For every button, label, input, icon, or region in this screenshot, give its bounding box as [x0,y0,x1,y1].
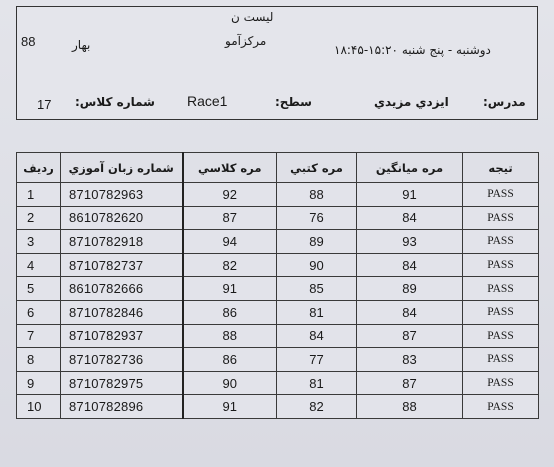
student-number: 8710782918 [61,230,183,254]
class-score: 82 [183,253,277,277]
grades-table [16,152,539,419]
written-score: 76 [277,206,357,230]
teacher-label: مدرس: [483,95,526,109]
result: PASS [463,371,539,395]
row-number: 2 [17,206,61,230]
result: PASS [463,300,539,324]
teacher-name: ايزدي مزيدي [374,95,449,109]
result: PASS [463,348,539,372]
student-number: 8710782963 [61,183,183,207]
class-number-value: 17 [37,97,52,112]
result: PASS [463,183,539,207]
student-number: 8710782736 [61,348,183,372]
student-number: 8710782846 [61,300,183,324]
class-score: 91 [183,395,277,419]
table-row [17,183,539,207]
table-row [17,206,539,230]
student-number: 8610782620 [61,206,183,230]
class-score: 88 [183,324,277,348]
student-number: 8710782896 [61,395,183,419]
average-score: 84 [357,300,463,324]
table-header-row [17,153,539,183]
result: PASS [463,206,539,230]
session-label: بهار [72,38,91,52]
col-header-written-score: مره كتبي [277,153,357,183]
col-header-row-number: رديف [17,153,61,183]
class-score: 86 [183,300,277,324]
row-number: 10 [17,395,61,419]
average-score: 91 [357,183,463,207]
table-row [17,253,539,277]
class-score: 90 [183,371,277,395]
student-number: 8610782666 [61,277,183,301]
col-header-average: مره ميانگين [357,153,463,183]
written-score: 81 [277,371,357,395]
row-number: 1 [17,183,61,207]
student-number: 8710782937 [61,324,183,348]
average-score: 93 [357,230,463,254]
table-row [17,277,539,301]
table-row [17,371,539,395]
col-header-class-score: مره كلاسي [183,153,277,183]
average-score: 88 [357,395,463,419]
class-score: 86 [183,348,277,372]
written-score: 90 [277,253,357,277]
header-code: 88 [21,34,36,49]
average-score: 84 [357,206,463,230]
student-number: 8710782975 [61,371,183,395]
row-number: 5 [17,277,61,301]
row-number: 8 [17,348,61,372]
class-number-label: شماره كلاس: [75,95,155,109]
table-row [17,395,539,419]
row-number: 6 [17,300,61,324]
result: PASS [463,277,539,301]
class-score: 92 [183,183,277,207]
written-score: 89 [277,230,357,254]
table-row [17,348,539,372]
result: PASS [463,324,539,348]
table-row [17,324,539,348]
row-number: 3 [17,230,61,254]
col-header-student-number: شماره زبان آموزي [61,153,183,183]
student-number: 8710782737 [61,253,183,277]
average-score: 87 [357,324,463,348]
result: PASS [463,230,539,254]
result: PASS [463,253,539,277]
level-label: سطح: [275,95,312,109]
average-score: 87 [357,371,463,395]
table-row [17,230,539,254]
average-score: 89 [357,277,463,301]
written-score: 82 [277,395,357,419]
written-score: 85 [277,277,357,301]
row-number: 9 [17,371,61,395]
written-score: 88 [277,183,357,207]
level-value: Race1 [187,93,228,109]
average-score: 83 [357,348,463,372]
result: PASS [463,395,539,419]
class-score: 94 [183,230,277,254]
table-row [17,300,539,324]
header-box [16,6,538,120]
class-score: 91 [183,277,277,301]
average-score: 84 [357,253,463,277]
row-number: 4 [17,253,61,277]
written-score: 77 [277,348,357,372]
col-header-result: تيجه [463,153,539,183]
list-title: ليست ن [231,10,274,24]
class-score: 87 [183,206,277,230]
written-score: 84 [277,324,357,348]
row-number: 7 [17,324,61,348]
center-name: مركزآمو [225,34,267,48]
class-days-time: دوشنبه - پنج شنبه ۱۵:۲۰-۱۸:۴۵ [334,43,491,57]
written-score: 81 [277,300,357,324]
